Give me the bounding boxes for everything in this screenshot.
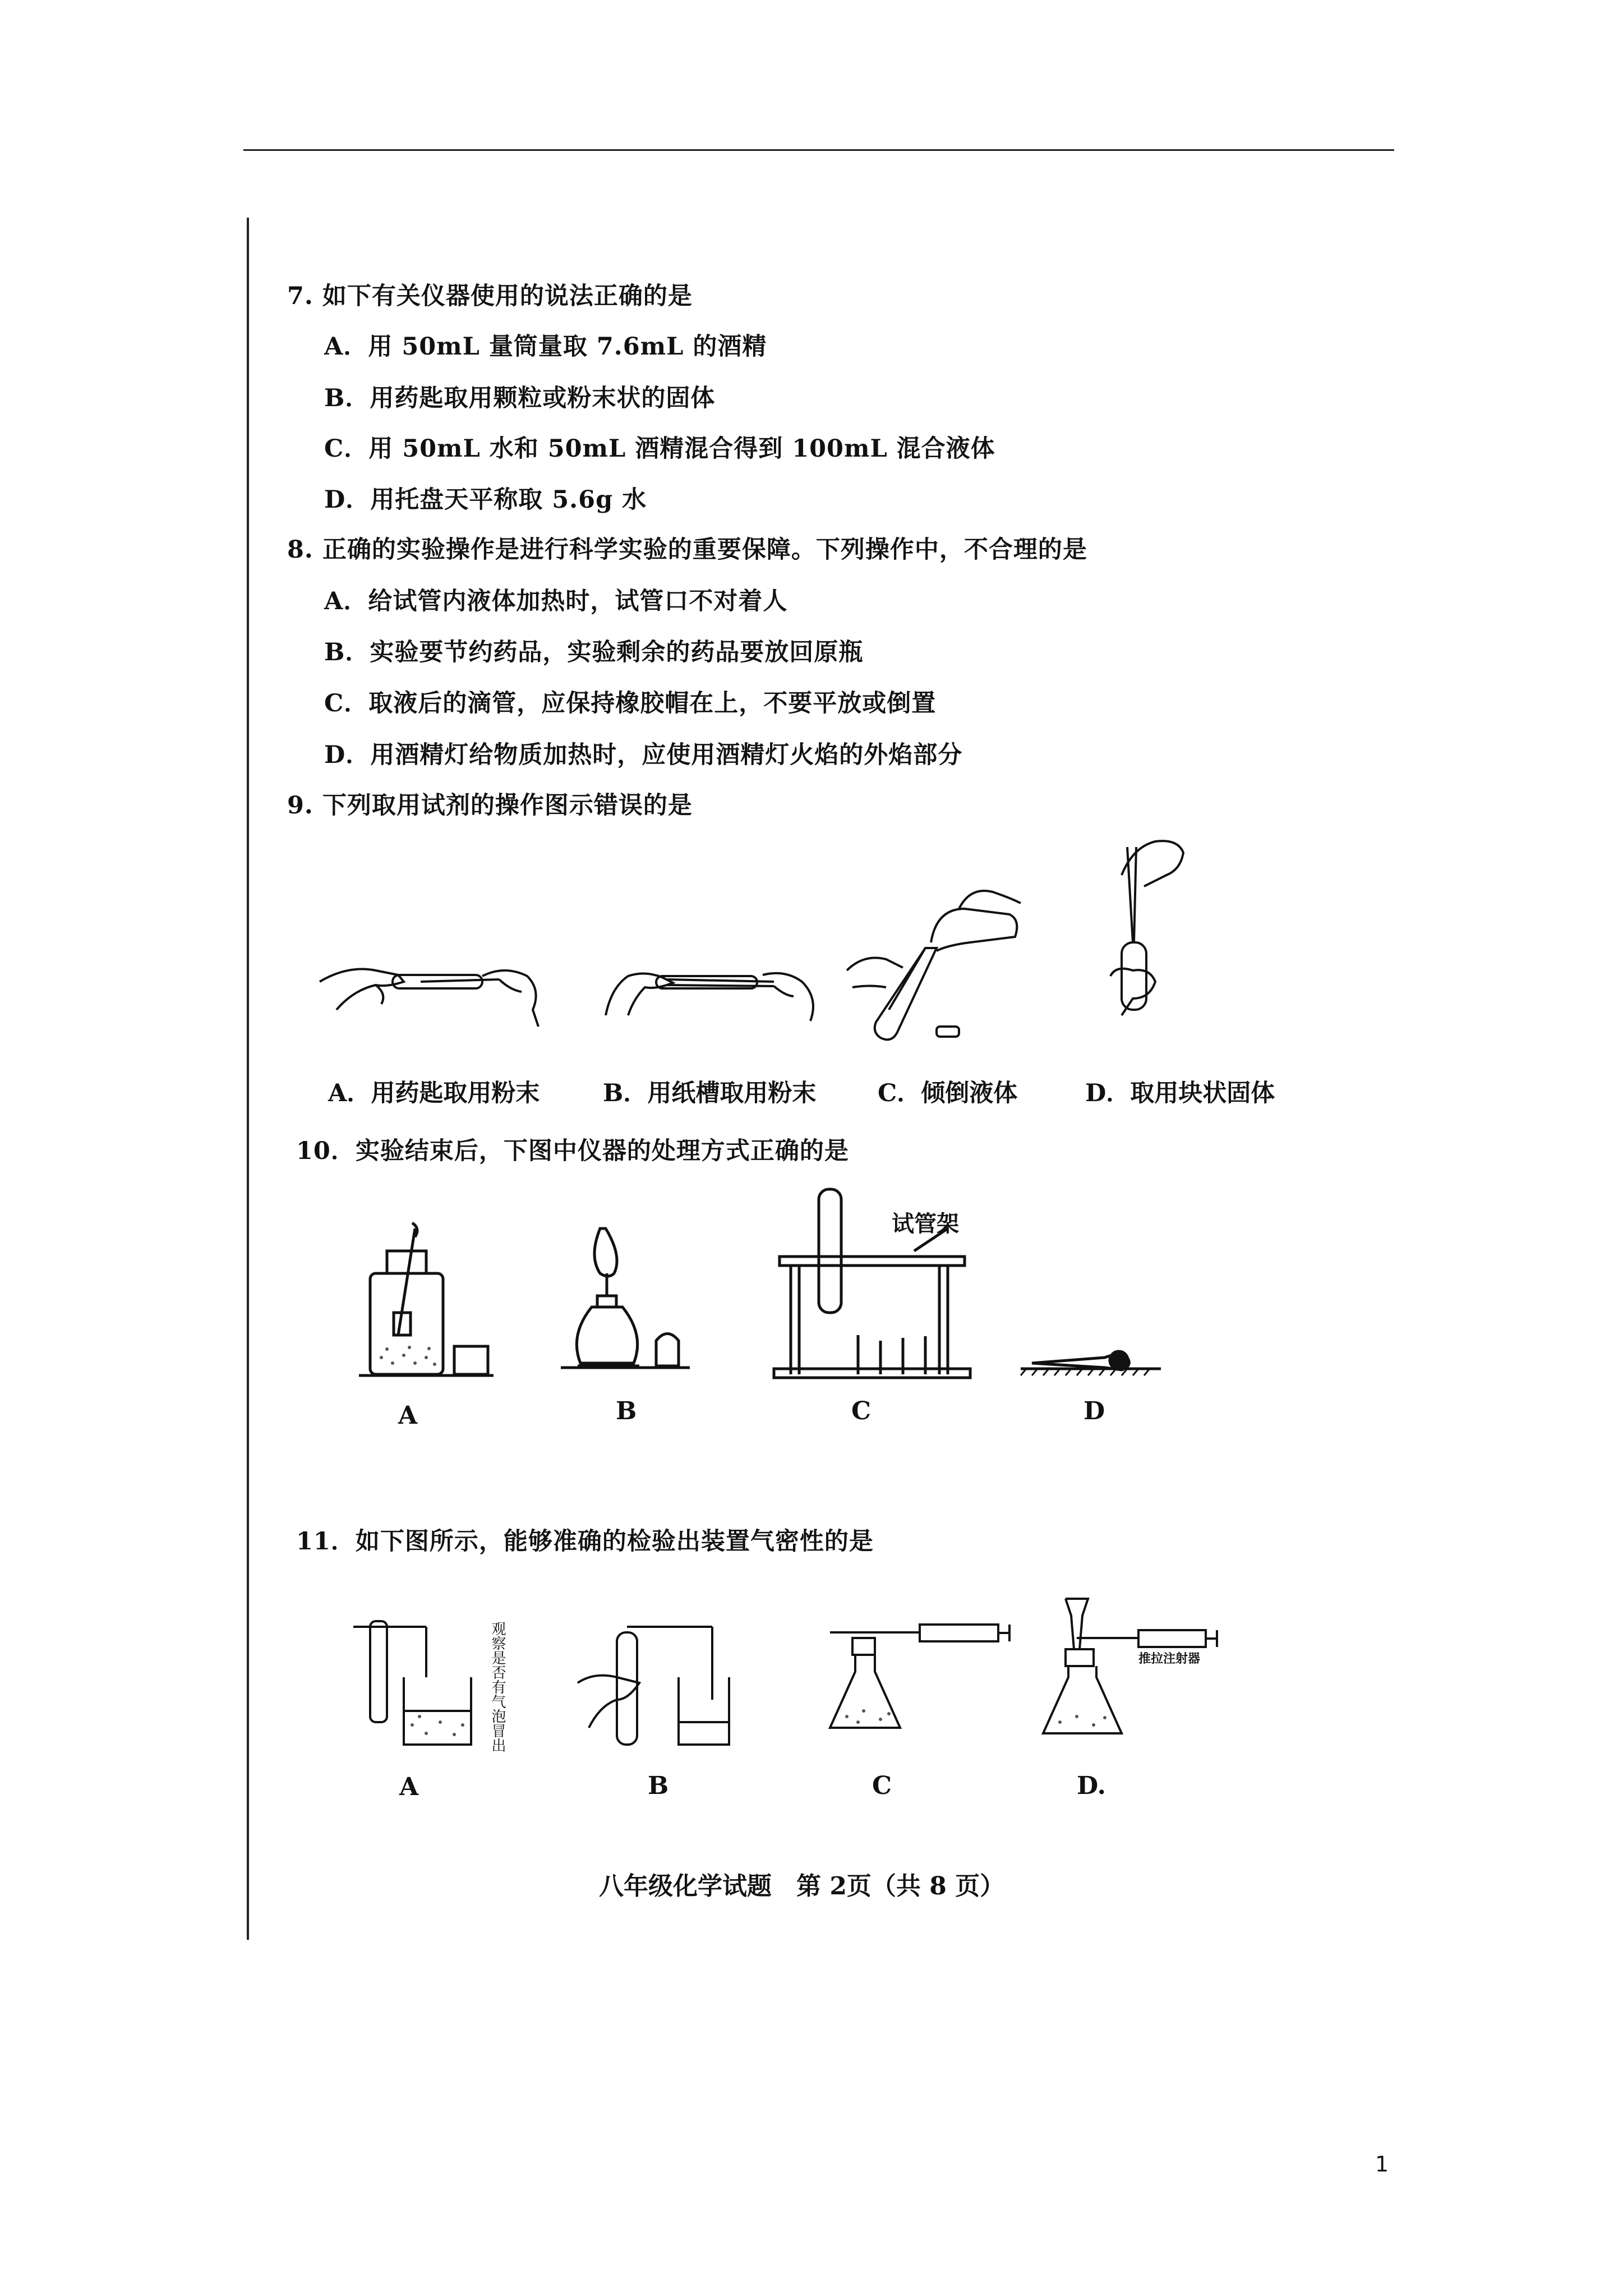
top-rule: [243, 149, 1394, 151]
q9-caption-d: D．取用块状固体: [1085, 1079, 1275, 1107]
page-number: 1: [1375, 2152, 1389, 2177]
q11-figure-d: [1043, 1593, 1245, 1750]
q10-label-b: B: [616, 1397, 637, 1425]
q10-stem: 10．实验结束后，下图中仪器的处理方式正确的是: [296, 1137, 849, 1165]
q11-figure-c: [819, 1604, 1021, 1750]
q10-figure-c: [768, 1189, 1004, 1391]
q10-label-c: C: [851, 1397, 872, 1425]
q10-label-d: D: [1083, 1397, 1105, 1425]
q11-label-a: A: [399, 1773, 419, 1801]
q8-stem: 8. 正确的实验操作是进行科学实验的重要保障。下列操作中，不合理的是: [287, 536, 1087, 564]
q11-label-c: C: [872, 1772, 892, 1800]
q11-note-a: 观察是否有气泡冒出: [489, 1621, 506, 1752]
q8-option-b: B．实验要节约药品，实验剩余的药品要放回原瓶: [324, 638, 864, 666]
q7-option-c: C．用 50mL 水和 50mL 酒精混合得到 100mL 混合液体: [324, 435, 995, 463]
q10-rack-label: 试管架: [892, 1211, 959, 1237]
q10-figure-d: [1021, 1335, 1166, 1380]
q7-stem: 7. 如下有关仪器使用的说法正确的是: [287, 282, 693, 310]
q9-figure-c: [841, 875, 1066, 1043]
q9-figure-a: [314, 942, 550, 1038]
q8-option-d: D．用酒精灯给物质加热时，应使用酒精灯火焰的外焰部分: [324, 741, 963, 769]
page-footer: 八年级化学试题 第 2页（共 8 页）: [599, 1872, 1005, 1901]
q7-option-b: B．用药匙取用颗粒或粉末状的固体: [324, 384, 716, 412]
q10-figure-b: [561, 1223, 707, 1386]
binding-margin-line: [247, 218, 249, 1940]
q8-option-c: C．取液后的滴管，应保持橡胶帽在上，不要平放或倒置: [324, 689, 937, 717]
q7-option-d: D．用托盘天平称取 5.6g 水: [324, 486, 647, 514]
q9-figure-d: [1099, 830, 1223, 1043]
q11-stem: 11．如下图所示，能够准确的检验出装置气密性的是: [296, 1527, 874, 1556]
q10-figure-a: [359, 1223, 527, 1386]
q9-caption-c: C．倾倒液体: [878, 1079, 1018, 1107]
q11-label-b: B: [648, 1772, 669, 1800]
q11-figure-b: [566, 1616, 735, 1750]
q9-caption-a: A．用药匙取用粉末: [328, 1079, 540, 1107]
q7-option-a: A．用 50mL 量筒量取 7.6mL 的酒精: [324, 333, 767, 361]
q10-label-a: A: [398, 1401, 418, 1430]
q9-figure-b: [594, 942, 830, 1038]
q11-note-d: 推拉注射器: [1138, 1651, 1201, 1666]
q8-option-a: A．给试管内液体加热时，试管口不对着人: [324, 587, 788, 615]
q11-figure-a: [348, 1616, 494, 1750]
q9-caption-b: B．用纸槽取用粉末: [603, 1079, 817, 1107]
q11-label-d: D.: [1077, 1772, 1106, 1800]
q9-stem: 9. 下列取用试剂的操作图示错误的是: [287, 792, 693, 820]
